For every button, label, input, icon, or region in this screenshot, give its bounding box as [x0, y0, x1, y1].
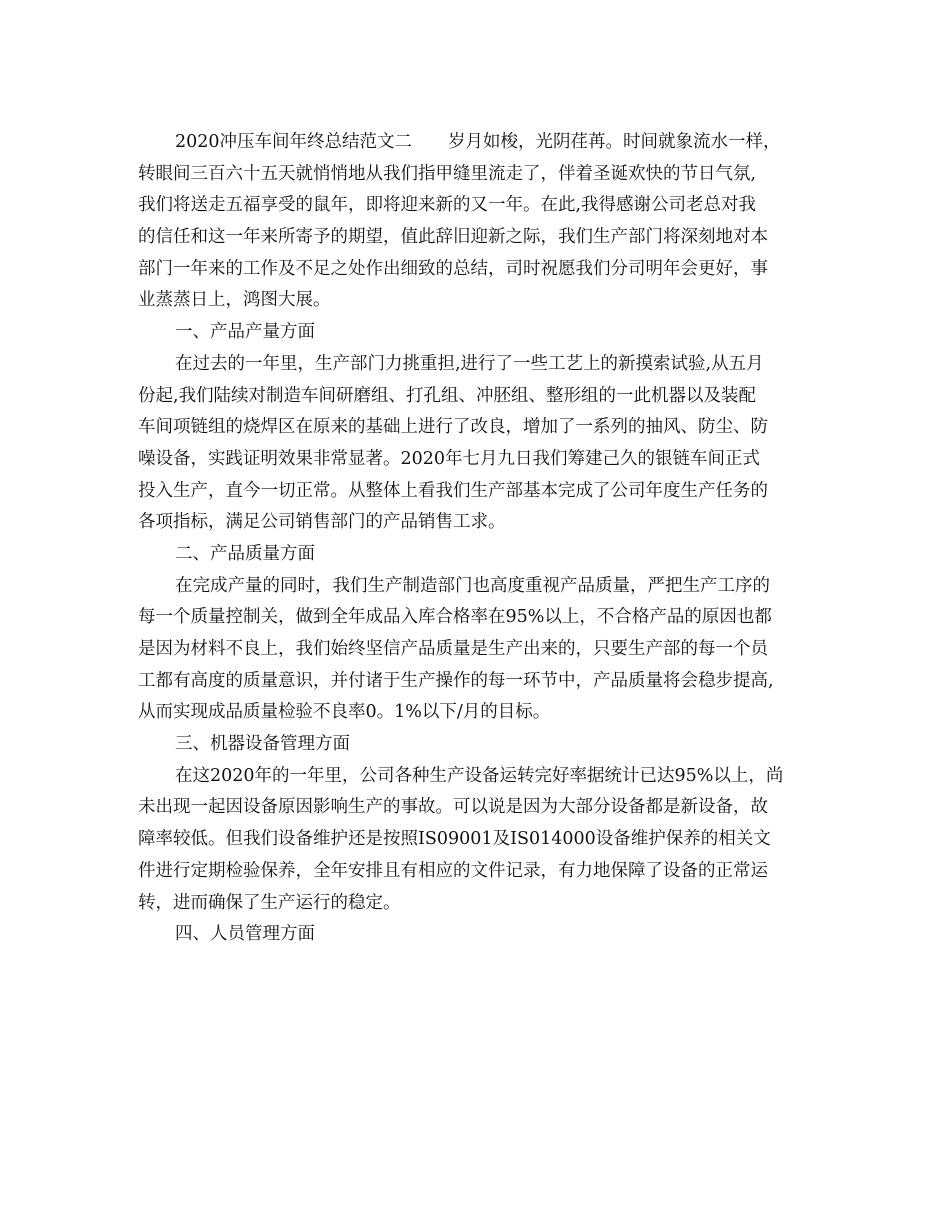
- paragraph-line: 的信任和这一年来所寄予的期望，值此辞旧迎新之际，我们生产部门将深刻地对本: [138, 227, 768, 248]
- paragraph-line: 件进行定期检验保养，全年安排且有相应的文件记录，有力地保障了设备的正常运: [138, 860, 768, 881]
- paragraph-line: 我们将送走五福享受的鼠年，即将迎来新的又一年。在此,我得感谢公司老总对我: [138, 195, 757, 216]
- section-heading: 三、机器设备管理方面: [175, 734, 350, 755]
- intro-text: 岁月如梭，光阴荏苒。时间就象流水一样，: [448, 132, 781, 152]
- section-heading: 一、产品产量方面: [175, 322, 315, 343]
- paragraph-line: 在过去的一年里，生产部门力挑重担,进行了一些工艺上的新摸索试验,从五月: [175, 353, 764, 374]
- paragraph-line: 每一个质量控制关，做到全年成品入库合格率在95%以上，不合格产品的原因也都: [138, 607, 772, 628]
- paragraph-line: 未出现一起因设备原因影响生产的事故。可以说是因为大部分设备都是新设备，故: [138, 797, 768, 818]
- section-heading: 二、产品质量方面: [175, 543, 315, 564]
- paragraph-line: 各项指标，满足公司销售部门的产品销售工求。: [138, 512, 506, 533]
- paragraph-line: 车间项链组的烧焊区在原来的基础上进行了改良，增加了一系列的抽风、防尘、防: [138, 417, 768, 438]
- document-title: 2020冲压车间年终总结范文二: [175, 132, 413, 152]
- paragraph-line: 是因为材料不良上，我们始终坚信产品质量是生产出来的，只要生产部的每一个员: [138, 639, 768, 659]
- paragraph-line: 业蒸蒸日上，鸿图大展。: [138, 290, 331, 311]
- paragraph-line: 噪设备，实践证明效果非常显著。2020年七月九日我们筹建己久的银链车间正式: [138, 448, 761, 469]
- paragraph-line: 转眼间三百六十五天就悄悄地从我们指甲缝里流走了，伴着圣诞欢快的节日气氛,: [138, 163, 757, 184]
- paragraph-line: 投入生产，直今一切正常。从整体上看我们生产部基本完成了公司年度生产任务的: [138, 480, 768, 501]
- document-body: [138, 127, 838, 951]
- paragraph-line: 工都有高度的质量意识，并付诸于生产操作的每一环节中，产品质量将会稳步提高,: [138, 670, 774, 691]
- paragraph-line: 部门一年来的工作及不足之处作出细致的总结，司时祝愿我们分司明年会更好，事: [138, 258, 768, 279]
- section-heading: 四、人员管理方面: [175, 924, 315, 945]
- paragraph-line: 障率较低。但我们设备维护还是按照IS09001及IS014000设备维护保养的相关文: [138, 829, 771, 850]
- paragraph-line: 从而实现成品质量检验不良率0。1%以下/月的目标。: [138, 702, 551, 723]
- title-line: [138, 127, 838, 159]
- paragraph-line: 在完成产量的同时，我们生产制造部门也高度重视产品质量，严把生产工序的: [175, 575, 770, 596]
- paragraph-line: 份起,我们陆续对制造车间研磨组、打孔组、冲胚组、整形组的一此机器以及装配: [138, 385, 757, 406]
- paragraph-line: 转，进而确保了生产运行的稳定。: [138, 892, 401, 913]
- paragraph-line: 在这2020年的一年里，公司各种生产设备运转完好率据统计已达95%以上，尚: [175, 765, 784, 786]
